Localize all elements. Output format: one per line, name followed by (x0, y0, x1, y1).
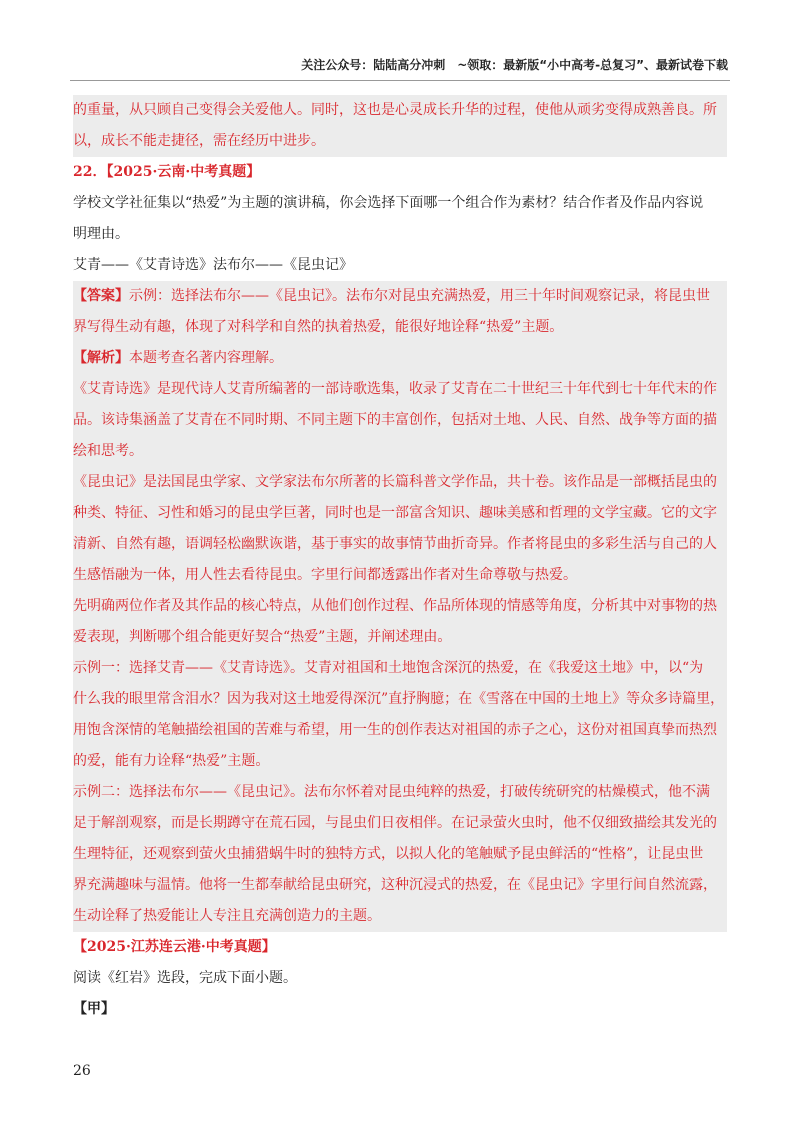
text-line: 界充满趣味与温情。他将一生都奉献给昆虫研究，这种沉浸式的热爱，在《昆虫记》字里行间自然流露， (73, 877, 717, 893)
text-line: 明理由。 (73, 226, 129, 242)
text-line: 生感悟融为一体，用人性去看待昆虫。字里行间都透露出作者对生命尊敬与热爱。 (73, 567, 577, 583)
answer-tag: 【答案】 (73, 288, 129, 304)
sub-section-label: 【甲】 (73, 1001, 115, 1017)
text-line: 学校文学社征集以“热爱”为主题的演讲稿，你会选择下面哪一个组合作为素材？结合作者及作品内容说 (73, 195, 704, 211)
analysis-block (73, 343, 727, 932)
text-line: 什么我的眼里常含泪水？因为我对这土地爱得深沉”直抒胸臆；在《雪落在中国的土地上》等众多诗篇里， (73, 691, 725, 707)
text-line: 绘和思考。 (73, 443, 143, 459)
text-line: 的重量，从只顾自己变得会关爱他人。同时，这也是心灵成长升华的过程，使他从顽劣变得成熟善良。所 (73, 102, 717, 118)
text-line: 的爱，能有力诠释“热爱”主题。 (73, 753, 270, 769)
text-line: 界写得生动有趣，体现了对科学和自然的执着热爱，能很好地诠释“热爱”主题。 (73, 319, 564, 335)
analysis-line (73, 343, 727, 374)
header-divider (70, 80, 730, 81)
answer-line (73, 281, 727, 312)
text-line: 用饱含深情的笔触描绘祖国的苦难与希望，用一生的创作表达对祖国的赤子之心，这份对祖国真挚而热烈 (73, 722, 717, 738)
text-line: 先明确两位作者及其作品的核心特点，从他们创作过程、作品所体现的情感等角度，分析其中对事物的热 (73, 598, 717, 614)
page-header: 关注公众号：陆陆高分冲刺 ~领取：最新版“小中高考-总复习”、最新试卷下载 (301, 58, 728, 72)
question-stem (73, 188, 727, 250)
analysis-tag: 【解析】 (73, 350, 129, 366)
text-line: 足于解剖观察，而是长期蹲守在荒石园，与昆虫们日夜相伴。在记录萤火虫时，他不仅细致描绘其发光的 (73, 815, 717, 831)
text-line: 以，成长不能走捷径，需在经历中进步。 (73, 133, 325, 149)
text-line: 示例一：选择艾青——《艾青诗选》。艾青对祖国和土地饱含深沉的热爱，在《我爱这土地》中，以“为 (73, 660, 704, 676)
page-content (73, 95, 727, 1025)
text-line: 爱表现，判断哪个组合能更好契合“热爱”主题，并阐述理由。 (73, 629, 452, 645)
previous-answer-tail (73, 95, 727, 157)
answer-block (73, 281, 727, 343)
text-line: 生动诠释了热爱能让人专注且充满创造力的主题。 (73, 908, 381, 924)
question-options: 艾青——《艾青诗选》法布尔——《昆虫记》 (73, 257, 353, 273)
text-line: 生理特征，还观察到萤火虫捕猎蜗牛时的独特方式，以拟人化的笔触赋予昆虫鲜活的“性格”，让昆虫世 (73, 846, 704, 862)
text-line: 品。该诗集涵盖了艾青在不同时期、不同主题下的丰富创作，包括对土地、人民、自然、战争等方面的描 (73, 412, 717, 428)
section-instruction: 阅读《红岩》选段，完成下面小题。 (73, 970, 297, 986)
text-line: 《艾青诗选》是现代诗人艾青所编著的一部诗歌选集，收录了艾青在二十世纪三十年代到七十年代末的作 (73, 381, 717, 397)
section-label: 【2025·江苏连云港·中考真题】 (73, 939, 276, 955)
text-line: 种类、特征、习性和婚习的昆虫学巨著，同时也是一部富含知识、趣味美感和哲理的文学宝藏。它的文字 (73, 505, 717, 521)
text-line: 《昆虫记》是法国昆虫学家、文学家法布尔所著的长篇科普文学作品，共十卷。该作品是一部概括昆虫的 (73, 474, 717, 490)
page-number: 26 (73, 1063, 91, 1079)
text-line: 清新、自然有趣，语调轻松幽默诙谐，基于事实的故事情节曲折奇异。作者将昆虫的多彩生活与自己的人 (73, 536, 717, 552)
text-line: 示例二：选择法布尔——《昆虫记》。法布尔怀着对昆虫纯粹的热爱，打破传统研究的枯燥模式，他不满 (73, 784, 710, 800)
question-label: 22．【2025·云南·中考真题】 (73, 164, 261, 180)
answer-text: 示例：选择法布尔——《昆虫记》。法布尔对昆虫充满热爱，用三十年时间观察记录，将昆虫世 (129, 288, 710, 304)
analysis-text: 本题考查名著内容理解。 (129, 350, 283, 366)
